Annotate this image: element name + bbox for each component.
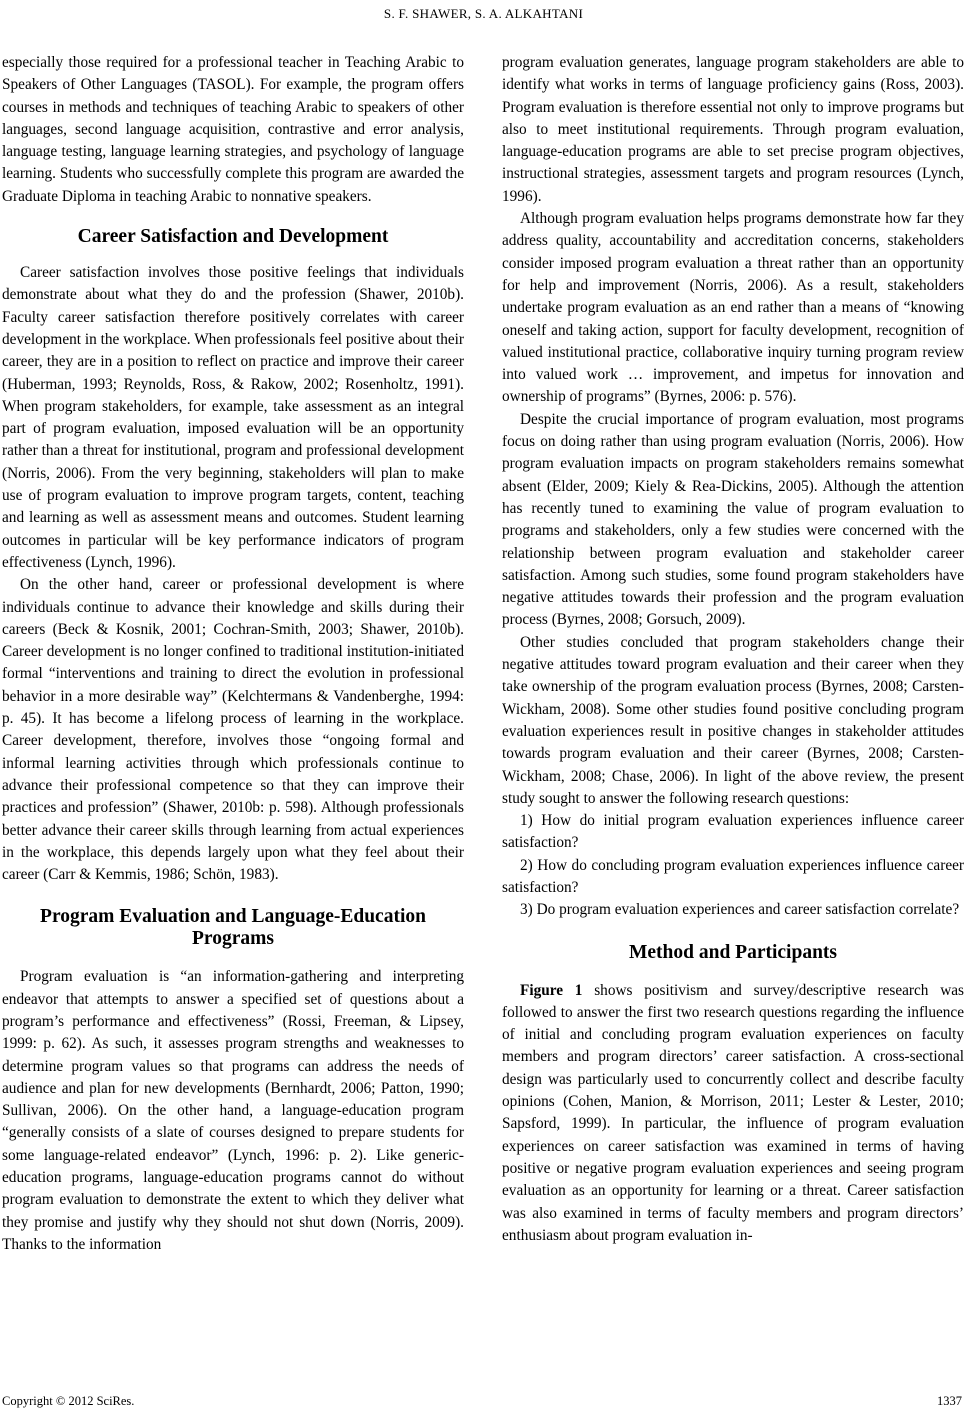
paragraph-program-evaluation-continued: program evaluation generates, language program stakeholders are able to identify what works in terms of language proficiency gains (Ross, 2003). Program evaluation is therefore essential not only to improve programs but also to meet institutional requirements. Through program evaluation, language-education programs are able to set precise program objectives, instructional strategies, assessment targets and program resources (Lynch, 1996). bbox=[502, 54, 964, 205]
paragraph-method-text: shows positivism and survey/descriptive research was followed to answer the first two research questions regarding the influence of initial and concluding program evaluation experiences on faculty members and program directors’ career satisfaction. A cross-sectional design was particularly used to concurrently collect and describe faculty opinions (Cohen, Manion, & Morrison, 2011; Lester & Lester, 2010; Sapsford, 1999). In particular, the influence of program evaluation experiences on career satisfaction was examined in terms of having positive or negative program evaluation experiences and seeing program evaluation as an opportunity for learning or a threat. Career satisfaction was also examined in terms of faculty members and program directors’ enthusiasm about program evaluation in- bbox=[502, 981, 964, 1244]
section-heading-program-evaluation: Program Evaluation and Language-Education Programs bbox=[40, 906, 426, 950]
paragraph-despite: Despite the crucial importance of program evaluation, most programs focus on doing rather than using program evaluation (Norris, 2006). How program evaluation impacts on program stakeholders remains somewhat absent (Elder, 2009; Kiely & Rea-Dickins, 2005). Although the attention has recently tuned to examining the value of program evaluation to programs and stakeholders, only a few studies were concerned with the relationship between program evaluation and stakeholder career satisfaction. Among such studies, some found program stakeholders have negative attitudes towards their profession and the program evaluation process (Byrnes, 2008; Gorsuch, 2009). bbox=[502, 410, 964, 629]
research-question-1: 1) How do initial program evaluation experiences influence career satisfaction? bbox=[502, 812, 964, 852]
research-question-3: 3) Do program evaluation experiences and career satisfaction correlate? bbox=[520, 901, 960, 919]
right-column bbox=[502, 52, 964, 1247]
paragraph-career-development: On the other hand, career or professional development is where individuals continue to advance their knowledge and skills during their careers (Beck & Kosnik, 2001; Cochran-Smith, 2003; Shawer, 2010b). Career development is no longer confined to traditional institution-initiated formal “interventions and training to direct the evolution in professional behavior in a more desirable way” (Kelchtermans & Vandenberghe, 1994: p. 45). It has become a lifelong process of learning in the workplace. Career development, therefore, involves those “ongoing formal and informal learning activities through which professionals continue to advance their professional competence so that they can improve their practices and profession” (Shawer, 2010b: p. 598). Although professionals better advance their career skills through learning from actual experiences in the workplace, this depends largely upon what they feel about their career (Carr & Kemmis, 1986; Schön, 1983). bbox=[2, 576, 464, 884]
paragraph-although: Although program evaluation helps programs demonstrate how far they address quality, accountability and accreditation concerns, stakeholders consider imposed program evaluation a threat rather than an opportunity for help and improvement (Norris, 2006). As a result, stakeholders undertake program evaluation as an end rather than a means of “knowing oneself and taking action, support for faculty development, recognition of valued institutional practice, collaborative inquiry turning program review into valued work … improvement, and impetus for innovation and ownership of programs” (Byrnes, 2006: p. 576). bbox=[502, 210, 964, 406]
running-head: S. F. SHAWER, S. A. ALKAHTANI bbox=[383, 6, 584, 21]
copyright-notice: Copyright © 2012 SciRes. bbox=[2, 1394, 135, 1408]
page-number: 1337 bbox=[937, 1394, 962, 1408]
paragraph-method bbox=[502, 980, 964, 1248]
left-column bbox=[2, 52, 464, 1256]
page-footer bbox=[2, 1394, 962, 1409]
paragraph-other-studies: Other studies concluded that program stakeholders change their negative attitudes toward program evaluation and their career when they take ownership of the program evaluation process (Byrnes, 2008; Carsten-Wickham, 2008). Some other studies found positive concluding program evaluation experiences result in positive changes in stakeholder attitudes towards program evaluation and their career (Byrnes, 2008; Carsten-Wickham, 2008; Chase, 2006). In light of the above review, the present study sought to answer the following research questions: bbox=[502, 633, 964, 807]
paragraph-career-satisfaction: Career satisfaction involves those positive feelings that individuals demonstrate about what they do and the profession (Shawer, 2010b). Faculty career satisfaction therefore positively correlates with career development in the workplace. When professionals feel positive about their career, they are in a position to reflect on practice and improve their career (Huberman, 1993; Reynolds, Ross, & Rakow, 2002; Rosenholtz, 1991). When program stakeholders, for example, take assessment as an integral part of program evaluation, imposed evaluation will be an opportunity rather than a threat for institutional, program and professional development (Norris, 2006). From the very beginning, stakeholders will plan to make use of program evaluation to improve program targets, content, teaching and learning as well as assessment means and outcomes. Student learning outcomes in particular will be key performance indicators of program effectiveness (Lynch, 1996). bbox=[2, 264, 464, 571]
figure-reference-link[interactable]: Figure 1 bbox=[520, 981, 583, 999]
paragraph-program-evaluation: Program evaluation is “an information-gathering and interpreting endeavor that attempts to answer a specified set of questions about a program’s performance and effectiveness” (Rossi, Freeman, & Lipsey, 1999: p. 62). As such, it assesses program strengths and weaknesses to determine program values so that programs can address the needs of audience and plan for new developments (Bernhardt, 2006; Patton, 1990; Sullivan, 2006). On the other hand, a language-education program “generally consists of a slate of courses designed to prepare students for some language-related endeavor” (Lynch, 1996: p. 2). Like generic-education programs, language-education programs cannot do without program evaluation to demonstrate the extent to which they deliver what they promise and justify why they should not shut down (Norris, 2009). Thanks to the information bbox=[2, 968, 464, 1253]
research-question-2: 2) How do concluding program evaluation experiences influence career satisfaction? bbox=[502, 856, 964, 896]
section-heading-method: Method and Participants bbox=[628, 941, 837, 963]
paragraph-intro-continued: especially those required for a professional teacher in Teaching Arabic to Speakers of Other Languages (TASOL). For example, the program offers courses in methods and techniques of teaching Arabic to speakers of other languages, second language acquisition, contrastive and error analysis, language testing, language learning strategies, and psychology of language learning. Students who successfully complete this program are awarded the Graduate Diploma in teaching Arabic to nonnative speakers. bbox=[2, 54, 464, 205]
section-heading-career-satisfaction: Career Satisfaction and Development bbox=[77, 226, 389, 248]
